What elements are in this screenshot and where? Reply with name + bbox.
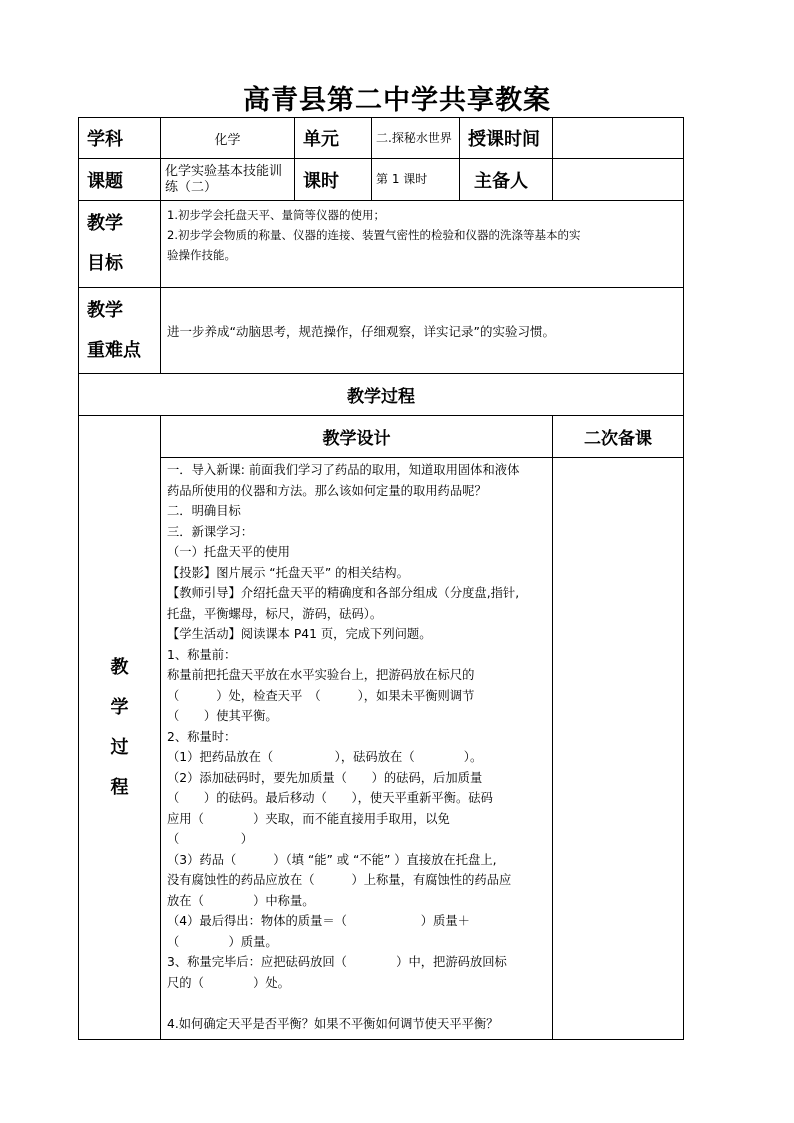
difficulties-label-line1: 教学 <box>87 299 123 321</box>
lesson-plan-table <box>78 117 684 1040</box>
design-line: 尺的（ ）处。 <box>167 975 290 990</box>
design-line: （一）托盘天平的使用 <box>167 545 290 559</box>
design-line: （4）最后得出：物体的质量＝（ ）质量＋ <box>167 914 470 928</box>
design-line: 托盘，平衡螺母，标尺，游码，砝码）。 <box>167 606 383 621</box>
side-char: 教 <box>110 656 129 678</box>
preparer-label: 主备人 <box>460 159 553 201</box>
side-char: 程 <box>110 776 129 798</box>
period-value: 第 1 课时 <box>372 159 460 201</box>
design-line: 【教师引导】介绍托盘天平的精确度和各部分组成（分度盘,指针, <box>167 586 520 600</box>
design-line: 放在（ ）中称量。 <box>167 893 315 908</box>
design-line: 没有腐蚀性的药品应放在（ ）上称量，有腐蚀性的药品应 <box>167 873 512 887</box>
preparer-value <box>553 159 684 201</box>
side-char: 学 <box>110 696 129 718</box>
header-row-1 <box>79 118 684 159</box>
unit-value: 二.探秘水世界 <box>372 118 460 159</box>
design-line: 4.如何确定天平是否平衡？如果不平衡如何调节使天平平衡？ <box>167 1016 499 1031</box>
second-prep-header: 二次备课 <box>553 416 684 458</box>
process-side-label <box>79 416 161 1040</box>
design-line: 1、称量前： <box>167 647 237 662</box>
process-section-title: 教学过程 <box>79 374 684 416</box>
design-line-blank <box>167 993 547 1014</box>
design-line: 3、称量完毕后：应把砝码放回（ ）中，把游码放回标 <box>167 955 507 969</box>
subject-label: 学科 <box>79 118 161 159</box>
design-line: 三．新课学习： <box>167 524 254 539</box>
design-line: 一．导入新课: 前面我们学习了药品的取用，知道取用固体和液体 <box>167 463 520 477</box>
objectives-label-line2: 目标 <box>87 253 123 274</box>
design-line: （2）添加砝码时，要先加质量（ ）的砝码，后加质量 <box>167 770 483 785</box>
unit-label: 单元 <box>295 118 372 159</box>
time-value <box>553 118 684 159</box>
second-prep-content <box>553 458 684 1040</box>
side-char: 过 <box>110 736 129 758</box>
design-line: （ ） <box>167 832 254 846</box>
difficulties-row <box>79 288 684 374</box>
design-line: 药品所使用的仪器和方法。那么该如何定量的取用药品呢？ <box>167 483 487 498</box>
design-line: （ ）的砝码。最后移动（ ），使天平重新平衡。砝码 <box>167 791 493 805</box>
subject-value: 化学 <box>161 118 295 159</box>
design-line: 2、称量时： <box>167 729 237 744</box>
design-line: 【学生活动】阅读课本 P41 页，完成下列问题。 <box>167 627 432 641</box>
design-line: （ ）处，检查天平 （ ），如果未平衡则调节 <box>167 688 475 703</box>
design-line: （ ）质量。 <box>167 934 278 949</box>
design-content-row <box>79 458 684 1040</box>
objective-line: 验操作技能。 <box>167 248 236 262</box>
section-row <box>79 374 684 416</box>
time-label: 授课时间 <box>460 118 553 159</box>
design-line: 【投影】图片展示 “托盘天平” 的相关结构。 <box>167 565 409 580</box>
header-row-2 <box>79 159 684 201</box>
design-content <box>161 458 553 1040</box>
objectives-label <box>79 201 161 288</box>
design-line: 二．明确目标 <box>167 504 241 518</box>
objectives-row <box>79 201 684 288</box>
design-header: 教学设计 <box>161 416 553 458</box>
objective-line: 1.初步学会托盘天平、量筒等仪器的使用； <box>167 208 385 222</box>
design-line: 应用（ ）夹取，而不能直接用手取用，以免 <box>167 811 450 826</box>
design-header-row <box>79 416 684 458</box>
difficulties-label-line2: 重难点 <box>87 339 141 361</box>
objective-line: 2.初步学会物质的称量、仪器的连接、装置气密性的检验和仪器的洗涤等基本的实 <box>167 228 581 242</box>
objectives-content <box>161 201 684 288</box>
objectives-label-line1: 教学 <box>87 213 123 234</box>
difficulties-content: 进一步养成“动脑思考，规范操作，仔细观察，详实记录”的实验习惯。 <box>161 288 684 374</box>
page-title: 高青县第二中学共享教案 <box>243 85 551 116</box>
design-line: （ ）使其平衡。 <box>167 709 278 723</box>
period-label: 课时 <box>295 159 372 201</box>
design-line: （1）把药品放在（ ），砝码放在（ ）。 <box>167 750 483 764</box>
design-line: （3）药品（ ）（填 “能” 或 “不能” ）直接放在托盘上, <box>167 852 497 867</box>
difficulties-label <box>79 288 161 374</box>
topic-value: 化学实验基本技能训练（二） <box>161 159 295 201</box>
topic-label: 课题 <box>79 159 161 201</box>
design-line: 称量前把托盘天平放在水平实验台上，把游码放在标尺的 <box>167 668 475 682</box>
